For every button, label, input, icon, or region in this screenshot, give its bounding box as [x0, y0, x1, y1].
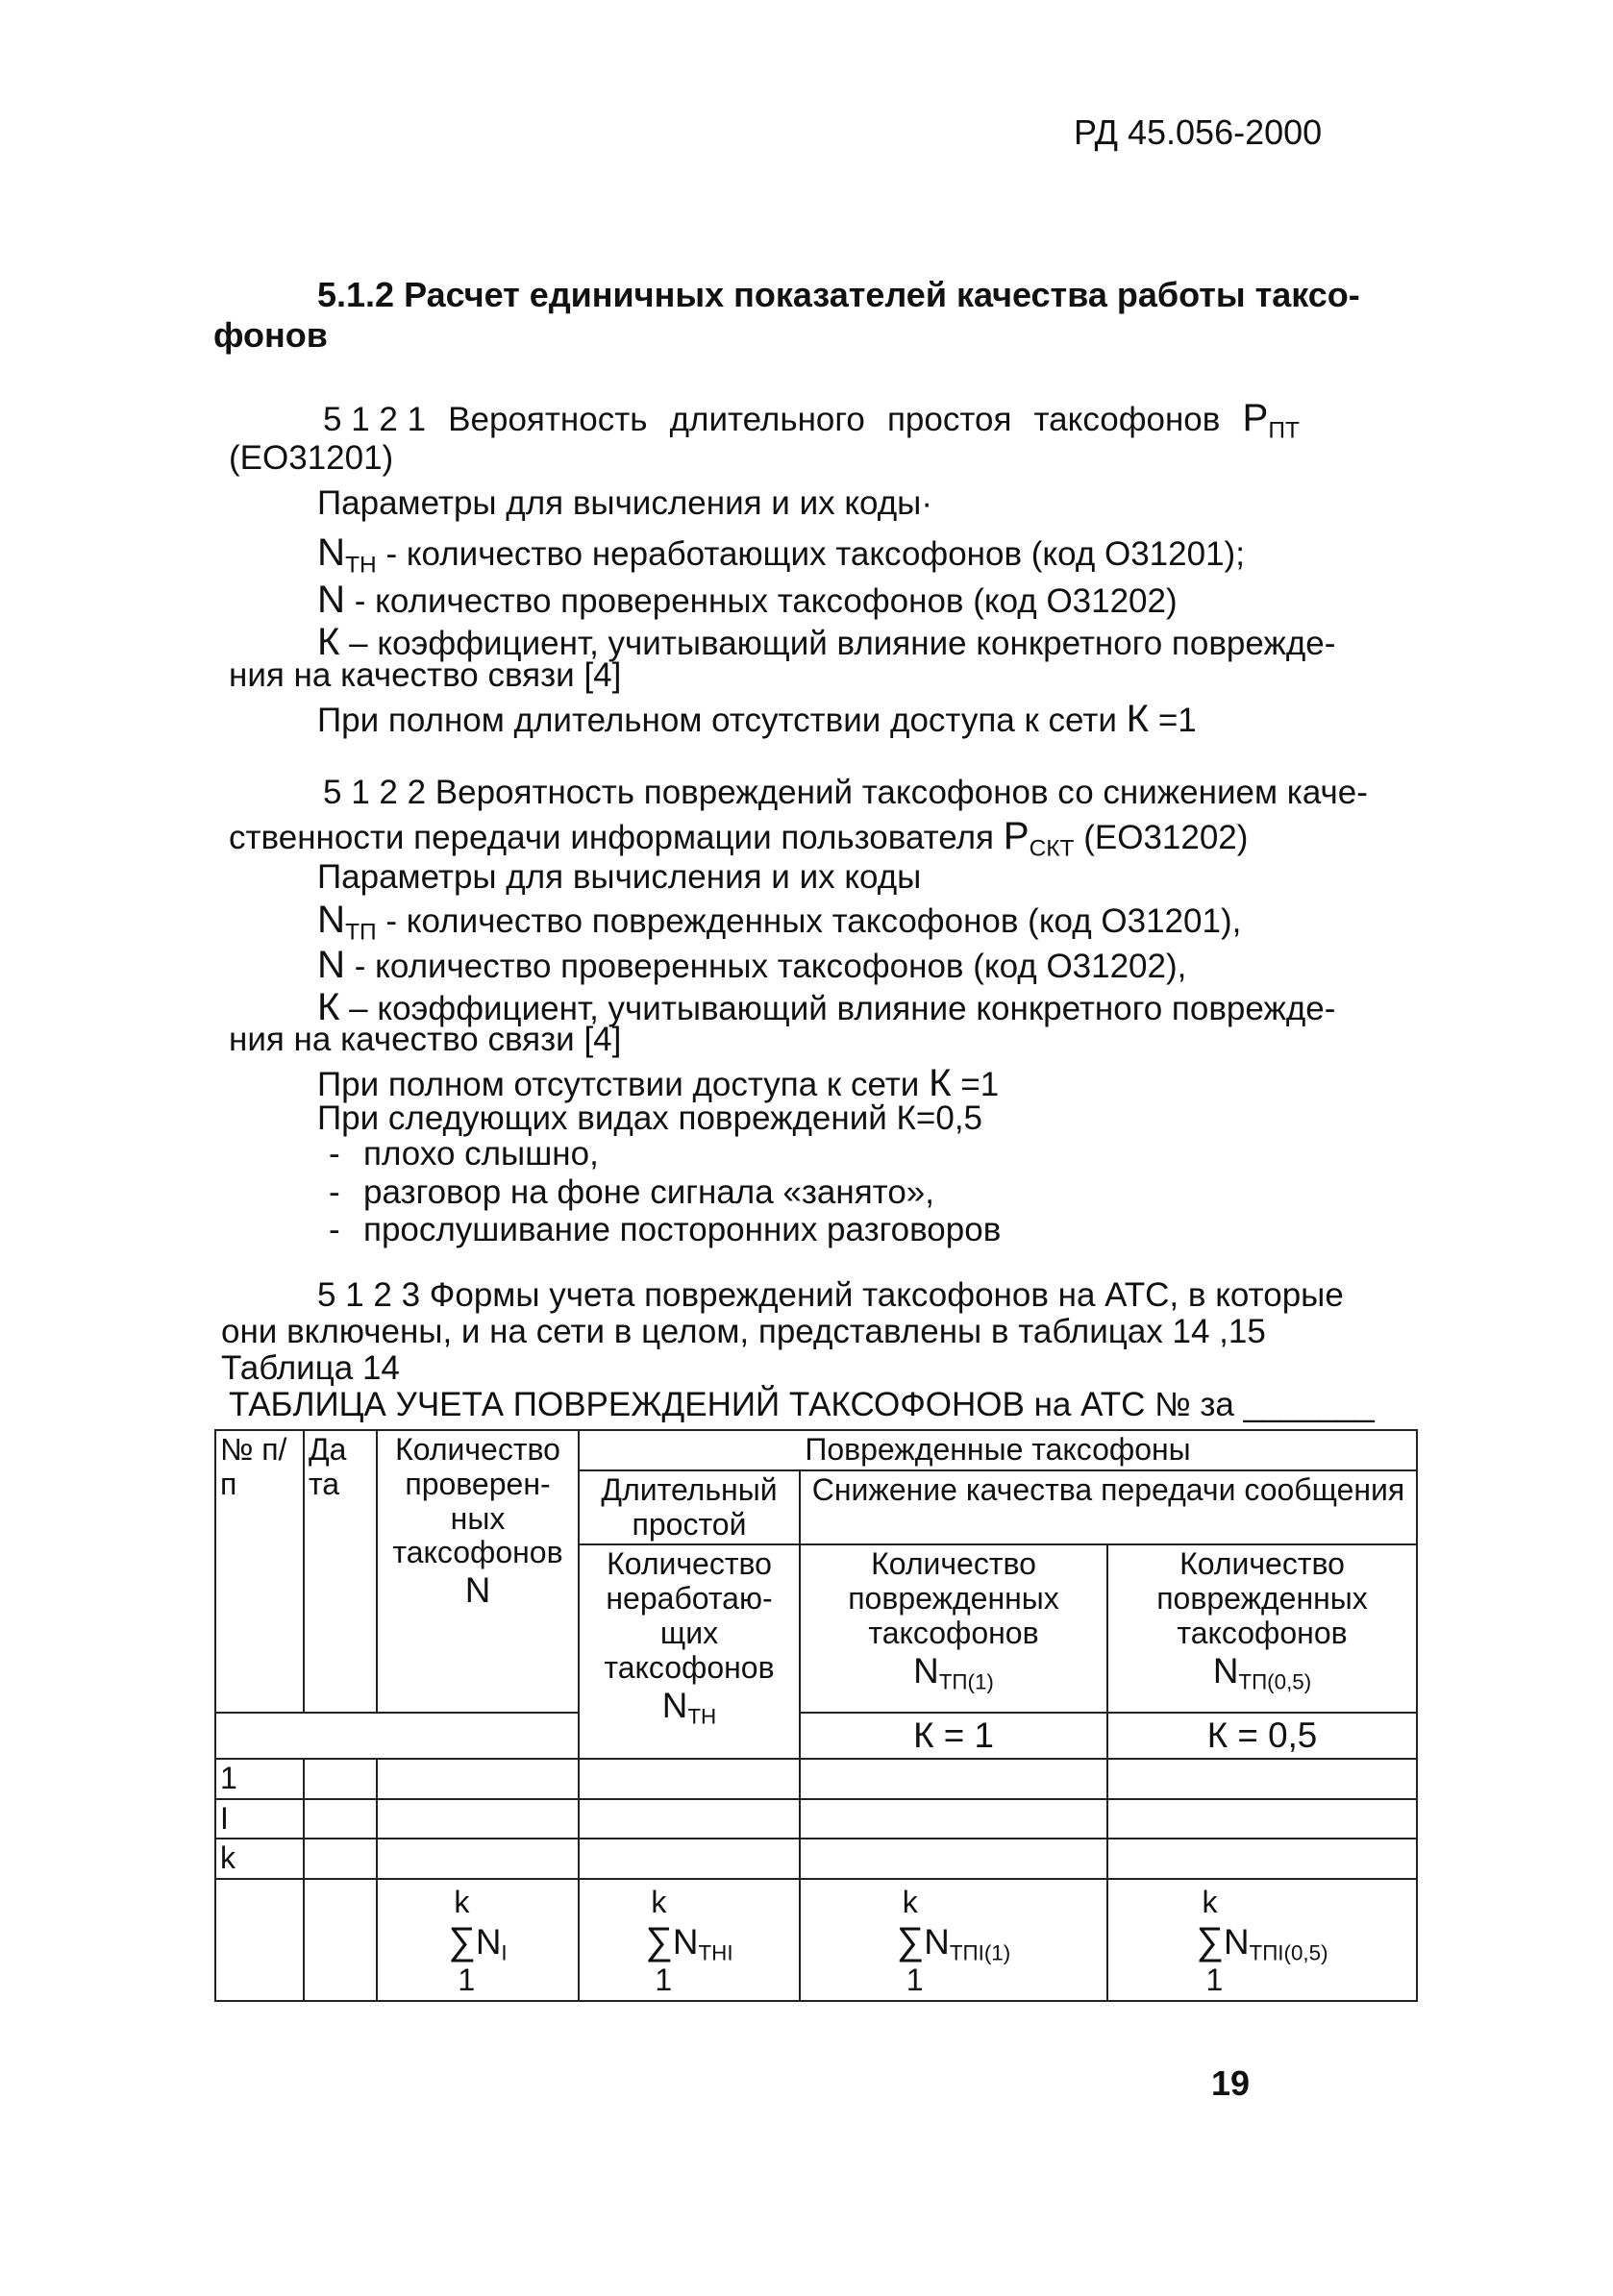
p5122-item: К – коэффициент, учитывающий влияние конкретного поврежде-: [317, 985, 1336, 1028]
sum-row: [215, 1879, 1417, 2000]
bullet-text: разговор на фоне сигнала «занято»,: [363, 1173, 934, 1211]
row-index: k: [215, 1839, 304, 1879]
damage-table: [214, 1429, 1418, 2002]
p5121-word: Вероятность: [448, 401, 648, 438]
p5121-word: таксофонов: [1033, 401, 1221, 438]
p5121-symbol: $Р_{ПТ}$: [1242, 396, 1300, 444]
col-checked-header: Количество проверен- ных таксофонов N: [377, 1430, 579, 1713]
page-number: 19: [1211, 2063, 1251, 2103]
p5122-note2: При следующих видах повреждений К=0,5: [317, 1099, 983, 1137]
p5121-item-cont: ния на качество связи [4]: [229, 656, 622, 694]
document-code: РД 45.056-2000: [1074, 112, 1323, 152]
bullet-text: прослушивание посторонних разговоров: [363, 1211, 1002, 1248]
p5122-params-title: Параметры для вычисления и их коды: [317, 858, 922, 896]
p5121-item: К – коэффициент, учитывающий влияние конкретного поврежде-: [317, 620, 1336, 663]
p5121-code: (ЕО31201): [229, 439, 394, 477]
bullet-text: плохо слышно,: [363, 1135, 599, 1173]
table-row: [215, 1759, 1417, 1799]
sum-dmg1: k $\sum N_{ТПI(1)}$ 1: [800, 1879, 1107, 2000]
bullet-dash: -: [329, 1211, 340, 1248]
bullet-dash: -: [329, 1173, 340, 1211]
row-index: 1: [215, 1759, 304, 1799]
k1-label: К = 1: [800, 1713, 1107, 1758]
p5122-line2: ственности передачи информации пользователя $Р_{СКТ}$ (ЕО31202): [229, 814, 1249, 862]
col-no-header: № п/п: [215, 1430, 304, 1713]
p5122-item: $N_{ТП}$ - количество поврежденных таксофонов (код О31201),: [317, 898, 1242, 946]
p5121-item: $N_{ТН}$ - количество неработающих таксофонов (код О31201);: [317, 531, 1245, 579]
col-nonworking-header: Количество неработаю- щих таксофонов $N_{ТН}$: [579, 1544, 800, 1758]
p5123-line1: 5 1 2 3 Формы учета повреждений таксофонов на АТС, в которые: [317, 1276, 1344, 1314]
p5121-word: длительного: [669, 401, 865, 438]
p5121-heading: [323, 396, 1300, 444]
p5122-item: N - количество проверенных таксофонов (код О31202),: [317, 943, 1187, 986]
col-dmg2-header: Количество поврежденных таксофонов $N_{ТП(0,5)}$: [1107, 1544, 1417, 1713]
group-long-header: Длительный простой: [579, 1470, 800, 1545]
group-quality-header: Снижение качества передачи сообщения: [800, 1470, 1417, 1545]
p5122-item-cont: ния на качество связи [4]: [229, 1021, 622, 1058]
col-dmg1-header: Количество поврежденных таксофонов $N_{ТП(1)}$: [800, 1544, 1107, 1713]
p5121-params-title: Параметры для вычисления и их коды·: [317, 484, 932, 522]
p5122-note1: При полном отсутствии доступа к сети К =1: [317, 1061, 1000, 1104]
table-header-row: [215, 1713, 1417, 1758]
p5122-line1: 5 1 2 2 Вероятность повреждений таксофонов со снижением каче-: [323, 774, 1368, 811]
bullet-dash: -: [329, 1135, 340, 1173]
sum-dmg2: k $\sum N_{ТПI(0,5)}$ 1: [1107, 1879, 1417, 2000]
table-row: [215, 1839, 1417, 1879]
section-title-line2: фонов: [213, 315, 328, 355]
p5121-item: N - количество проверенных таксофонов (код О31202): [317, 578, 1178, 621]
row-index: I: [215, 1799, 304, 1839]
table-label: Таблица 14: [221, 1349, 400, 1387]
sum-nonworking: k $\sum N_{ТНI}$ 1: [579, 1879, 800, 2000]
section-title-line1: 5.1.2 Расчет единичных показателей качества работы таксо-: [317, 275, 1360, 314]
group-damaged-header: Поврежденные таксофоны: [579, 1430, 1417, 1470]
table-header-row: [215, 1430, 1417, 1470]
col-date-header: Да та: [304, 1430, 377, 1713]
p5121-note: При полном длительном отсутствии доступа к сети К =1: [317, 697, 1197, 740]
p5121-word: 5 1 2 1: [323, 401, 427, 438]
k2-label: К = 0,5: [1107, 1713, 1417, 1758]
p5121-word: простоя: [886, 401, 1012, 438]
sum-checked: k $\sum N_I$ 1: [377, 1879, 579, 2000]
table-title: ТАБЛИЦА УЧЕТА ПОВРЕЖДЕНИЙ ТАКСОФОНОВ на АТС № за _______: [229, 1386, 1375, 1423]
table-row: [215, 1799, 1417, 1839]
p5123-line2: они включены, и на сети в целом, представлены в таблицах 14 ,15: [221, 1313, 1266, 1350]
